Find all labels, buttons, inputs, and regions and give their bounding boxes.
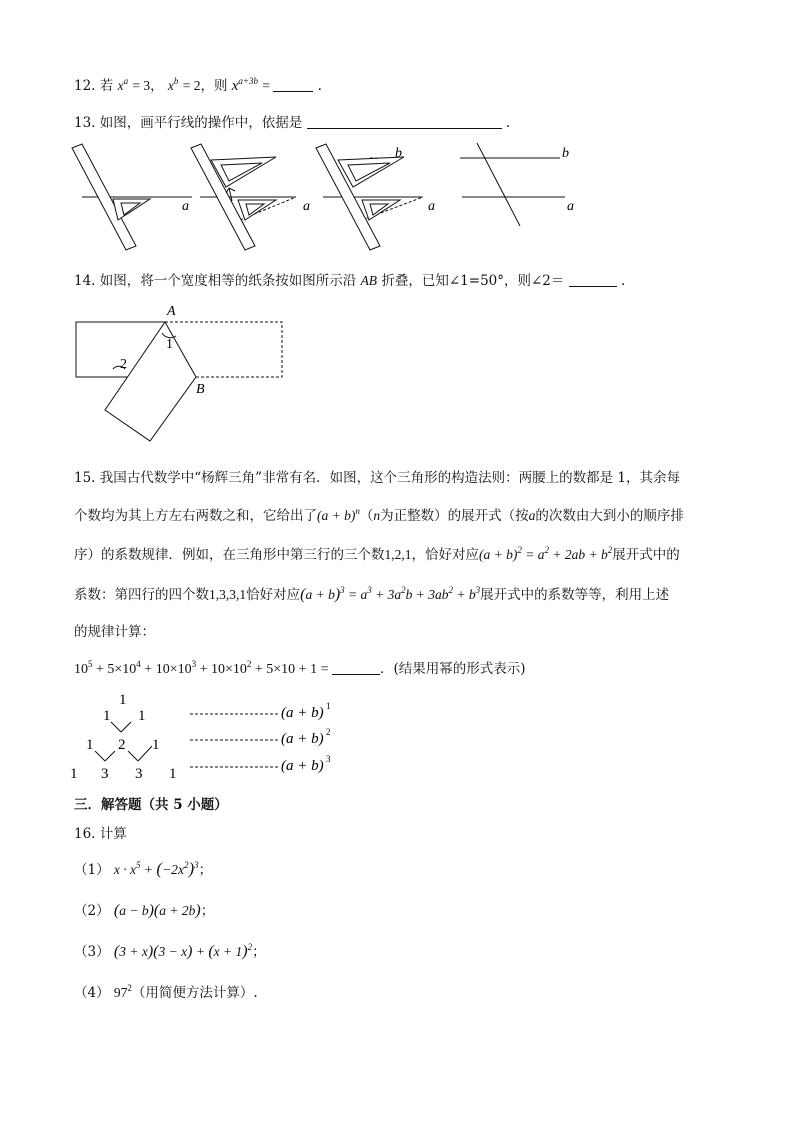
q12-line: 12. 若 $x^a = 3$， $x^b = 2$，则 $x^{a+3b}$ = . xyxy=(74,76,322,94)
q13-line: 13. 如图，画平行线的操作中，依据是 . xyxy=(74,115,511,131)
tri-r4-2: 3 xyxy=(101,766,109,782)
tri-r4-3: 3 xyxy=(135,766,143,782)
fig2-label-a: a xyxy=(303,199,310,214)
fig4-label-a: a xyxy=(567,199,574,214)
fig3-label-b: b xyxy=(395,146,402,161)
angle-2-label: 2 xyxy=(120,357,127,372)
q14-line: 14. 如图，将一个宽度相等的纸条按如图所示沿 AB 折叠，已知∠1=50°，则∠2＝ . xyxy=(74,273,626,289)
row2-power: 2 xyxy=(326,727,331,737)
row1-power: 1 xyxy=(326,701,331,711)
q15-line5: 的规律计算： xyxy=(74,624,155,640)
tri-r3-2: 2 xyxy=(118,737,126,753)
q15-line3: 序）的系数规律．例如，在三角形中第三行的三个数1,2,1，恰好对应$(a + b)^2 = a^2 + 2ab + b^2$展开式中的 xyxy=(74,545,680,563)
tri-r3-3: 1 xyxy=(152,737,160,753)
row1-expansion: (a + b) xyxy=(281,705,324,721)
q16-item-3: （3） $(3 + x)(3 - x) + (x + 1)^2$； xyxy=(74,942,266,960)
tri-r1-1: 1 xyxy=(119,692,127,708)
tri-r2-2: 1 xyxy=(138,708,146,724)
fig1-label-a: a xyxy=(182,199,189,214)
row3-power: 3 xyxy=(326,754,331,764)
q16-item-1: （1） $x \cdot x^5 + (-2x^2)^3$； xyxy=(74,859,213,878)
angle-1-label: 1 xyxy=(166,337,173,352)
label-A: A xyxy=(167,304,176,319)
fig4-label-b: b xyxy=(562,146,569,161)
fig3-label-a: a xyxy=(428,199,435,214)
section-title: 三．解答题（共 5 小题） xyxy=(74,797,228,813)
q16-item-4: （4） $97^2$（用简便方法计算）. xyxy=(74,983,258,1001)
tri-r4-4: 1 xyxy=(169,766,177,782)
q15-expression: $10^5 + 5\times 10^4 + 10\times 10^3 + 10\times 10^2 + 5\times 10 + 1$ = ．(结果用幂的形式表示) xyxy=(74,659,526,677)
q15-line1: 15. 我国古代数学中“杨辉三角”非常有名．如图，这个三角形的构造法则：两腰上的数都是 1，其余每 xyxy=(74,470,680,486)
tri-r4-1: 1 xyxy=(70,766,78,782)
row2-expansion: (a + b) xyxy=(281,731,324,747)
q15-line2: 个数均为其上方左右两数之和，它给出了$(a + b)^n(n$为正整数）的展开式（按a的次数由大到小的顺序排 xyxy=(74,506,684,524)
label-B: B xyxy=(196,382,205,397)
q16-title: 16. 计算 xyxy=(74,826,127,842)
q16-item-2: （2） (a − b)(a + 2b)； xyxy=(74,902,215,919)
q15-line4: 系数：第四行的四个数1,3,3,1恰好对应$(a + b)^3 = a^3 + 3a^2b + 3ab^2 + b^3$展开式中的系数等等，利用上述 xyxy=(74,585,670,603)
tri-r3-1: 1 xyxy=(86,737,94,753)
row3-expansion: (a + b) xyxy=(281,758,324,774)
tri-r2-1: 1 xyxy=(103,708,111,724)
